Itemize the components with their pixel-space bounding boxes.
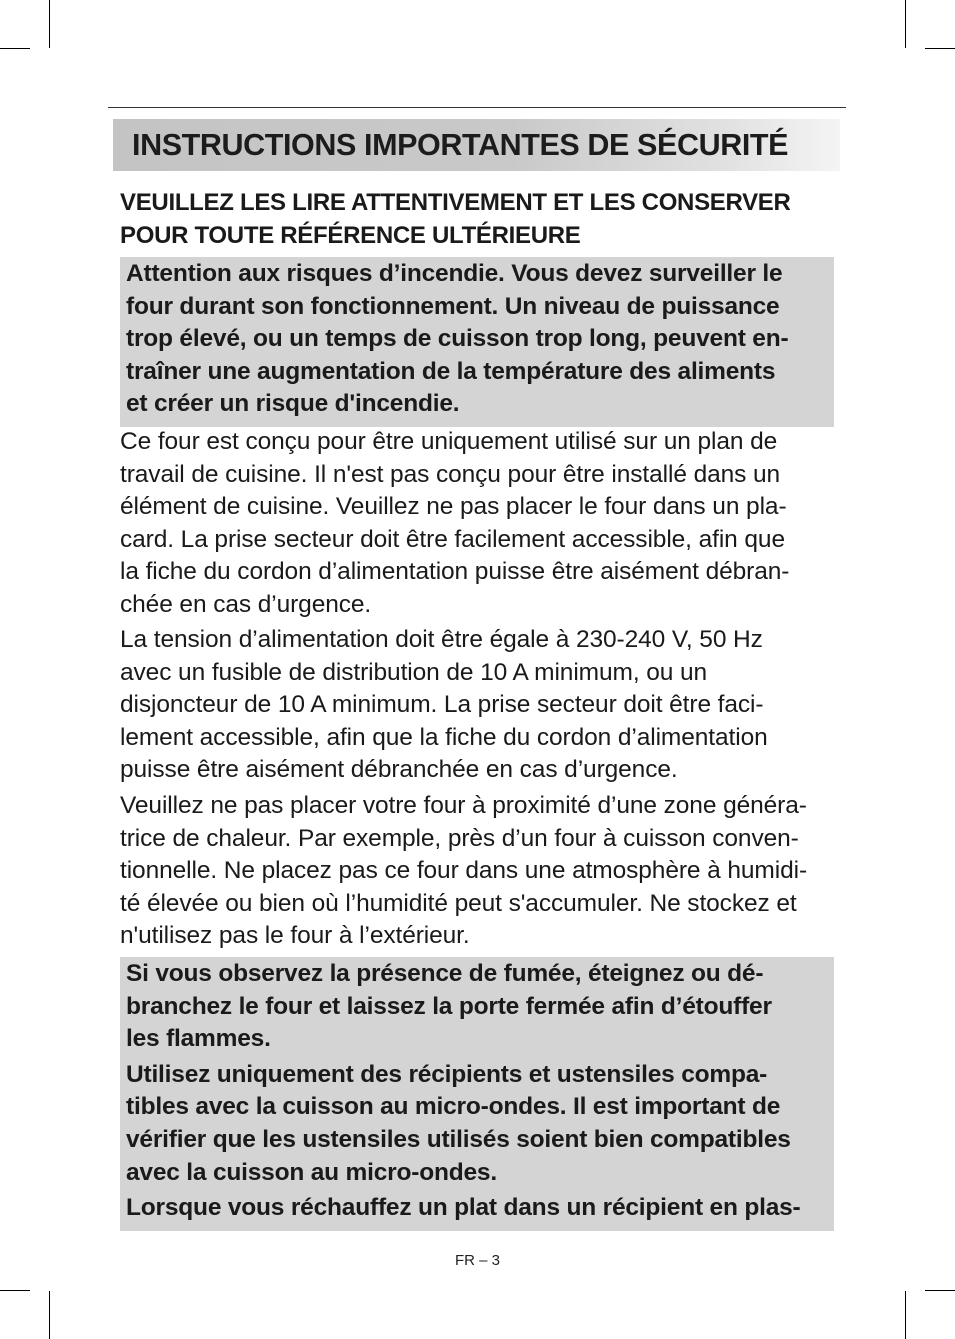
paragraph-voltage: La tension d’alimentation doit être égale à 230-240 V, 50 Hz avec un fusible de distribution de 10 A minimum, ou un disjoncteur de 10 A minimum. La prise secteur doit être faci- lement accessible, afin que la fiche du cordon d’alimentation puisse être aisément débranchée en cas d’urgence. (120, 626, 768, 784)
page-number: FR – 3 (454, 1252, 500, 1269)
page-title: INSTRUCTIONS IMPORTANTES DE SÉCURITÉ (132, 128, 789, 162)
crop-mark (925, 48, 955, 49)
crop-mark (905, 0, 906, 48)
crop-mark (49, 1291, 50, 1339)
smoke-warning: Si vous observez la présence de fumée, éteignez ou dé- branchez le four et laissez la porte fermée afin d’étouffer les flammes. (126, 960, 772, 1053)
fire-warning-box (120, 257, 834, 427)
crop-mark (905, 1291, 906, 1339)
paragraph-installation: Ce four est conçu pour être uniquement utilisé sur un plan de travail de cuisine. Il n'est pas conçu pour être installé dans un élément de cuisine. Veuillez ne pas placer le four dans un pla- card. La prise secteur doit être facilement accessible, afin que la fiche du cordon d’alimentation puisse être aisément débran- chée en cas d’urgence. (120, 428, 790, 618)
crop-mark (0, 48, 30, 49)
subheading-line: VEUILLEZ LES LIRE ATTENTIVEMENT ET LES CONSERVER (120, 189, 791, 216)
crop-mark (0, 1290, 30, 1291)
subheading (120, 186, 840, 252)
paragraph-placement: Veuillez ne pas placer votre four à proximité d’une zone généra- trice de chaleur. Par exemple, près d’un four à cuisson conven- tionnelle. Ne placez pas ce four dans une atmosphère à humidi- té élevée ou bien où l’humidité peut s'accumuler. Ne stockez et n'utilisez pas le four à l’extérieur. (120, 792, 808, 950)
utensils-warning: Utilisez uniquement des récipients et ustensiles compa- tibles avec la cuisson au micro-ondes. Il est important de vérifier que les ustensiles utilisés soient bien compatibles avec la cuisson au micro-ondes. (126, 1060, 791, 1186)
title-bar (113, 119, 840, 171)
crop-mark (925, 1290, 955, 1291)
header-rule (108, 107, 846, 108)
plastic-warning: Lorsque vous réchauffez un plat dans un récipient en plas- (126, 1194, 801, 1222)
crop-mark (49, 0, 50, 48)
bottom-warning-box (120, 957, 834, 1231)
subheading-line: POUR TOUTE RÉFÉRENCE ULTÉRIEURE (120, 222, 581, 249)
fire-warning-text: Attention aux risques d’incendie. Vous devez surveiller le four durant son fonctionnement. Un niveau de puissance trop élevé, ou un temps de cuisson trop long, peuvent en- traîner une augmentation de la température des aliments et créer un risque d'incendie. (126, 260, 789, 418)
